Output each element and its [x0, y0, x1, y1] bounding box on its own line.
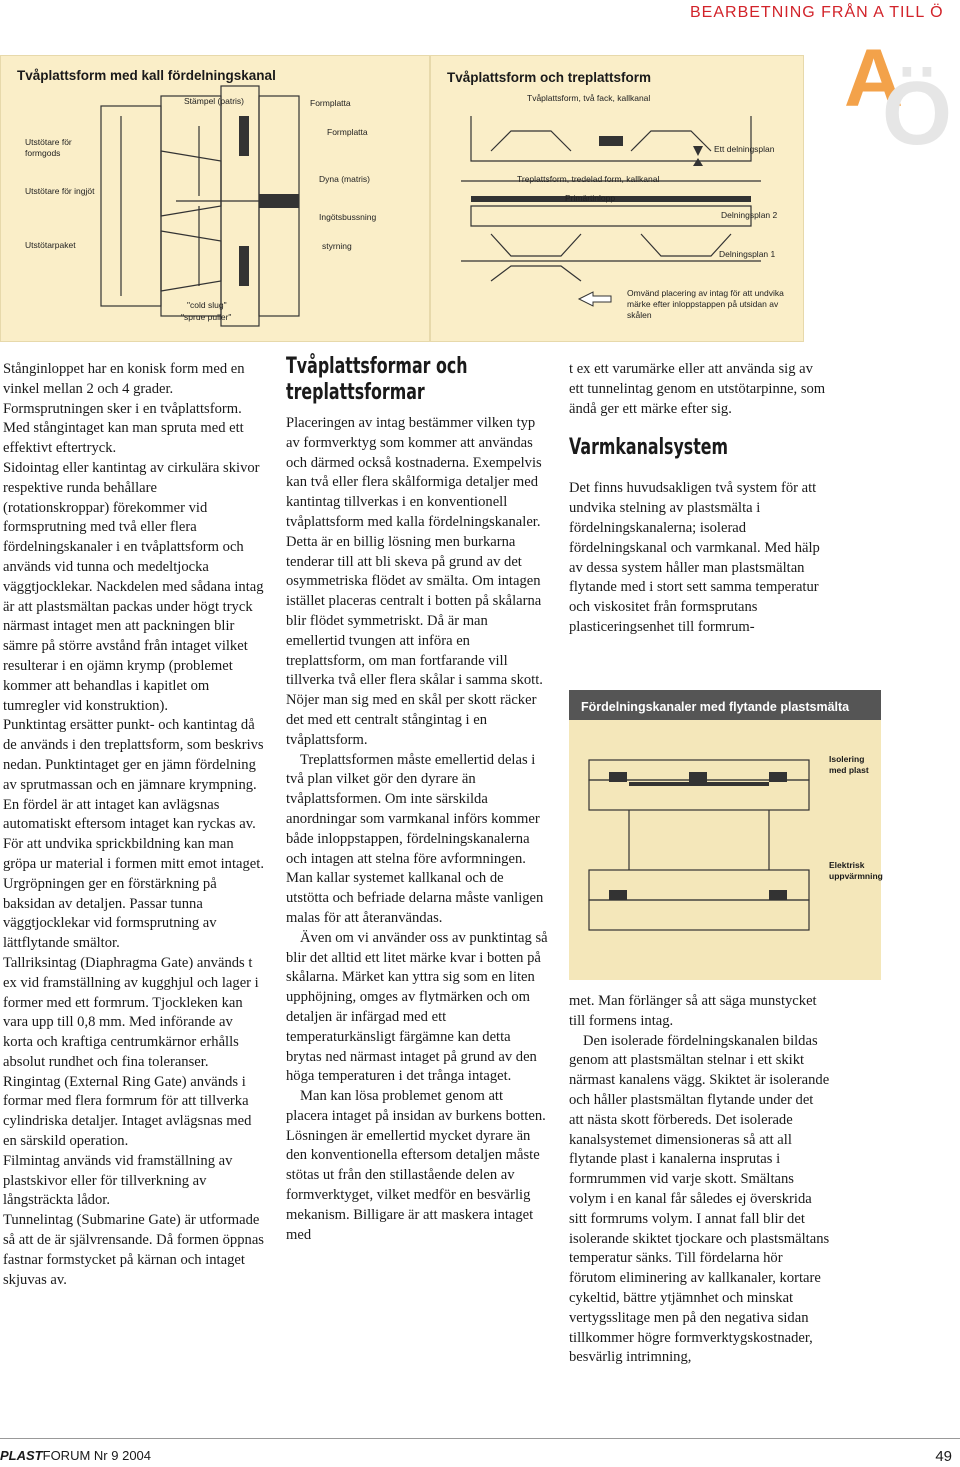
label-utstotare-formgods: Utstötare för formgods [25, 137, 72, 158]
ao-logo [842, 28, 960, 148]
label-ett-delningsplan: Ett delningsplan [714, 144, 775, 154]
label-omvand-placering: Omvänd placering av intag för att undvika märke efter inloppstappen på utsidan av skålen [627, 288, 784, 320]
svg-text:Ö: Ö [882, 64, 953, 148]
diagram-panel-right [430, 55, 804, 342]
panel-title: Tvåplattsform med kall fördelningskanal [17, 68, 276, 83]
label-delningsplan-2: Delningsplan 2 [721, 210, 778, 220]
label-ingotsbussning: Ingötsbussning [319, 212, 377, 222]
paragraph: Stånginloppet har en konisk form med en vinkel mellan 2 och 4 grader. Formsprutningen sker i en tvåplattsform. Med stångintaget kan man spruta med ett effektivt eftertryck. [3, 361, 245, 457]
label-primarinlopp: Primärtinlopp [565, 193, 616, 203]
diagram-panel-left [0, 55, 430, 342]
section-heading: Tvåplattsformar och treplattsformar [286, 354, 468, 405]
text-column-3 [569, 360, 831, 638]
label-formplatta-2: Formplatta [327, 127, 368, 137]
text-column-2 [286, 354, 548, 1245]
panel-title: Tvåplattsform och treplattsform [447, 70, 652, 85]
footer-publication: PLASTFORUM Nr 9 2004 [0, 1448, 152, 1463]
paragraph: Tallriksintag (Diaphragma Gate) används t ex vid framställning av kugghjul och lager i former med ett formrum. Tjockleken kan vara upp till 0,8 mm. Med införande av korta och kraftiga centrumkärnor erhålls absolut rundhet och fina toleranser. [3, 954, 259, 1070]
section-heading: Varmkanalsystem [569, 435, 729, 461]
label-isolering: Isolering med plast [829, 754, 869, 775]
paragraph: Sidointag eller kantintag av cirkulära skivor respektive runda behållare (rotationskroppar) förekommer vid formsprutning med två eller flera fördelningskanaler i en tvåplattsform och används vid tunna och medeltjocka väggtjocklekar. Nackdelen med sådana intag är att plastsmältan packas under högt tryck närmast intaget men att packningen blir sämre på större avstånd från intaget vilket resulterar i en ojämn krymp (problemet kommer att behandlas i kapitlet om tumregler vid konstruktion). [3, 459, 264, 714]
hot-runner-figure [569, 690, 881, 980]
text-column-3-continued [569, 992, 831, 1368]
paragraph: t ex ett varumärke eller att använda sig av ett tunnelintag genom en utstötarpinne, som ändå ger ett märke efter sig. [569, 361, 826, 417]
figure-title: Fördelningskanaler med flytande plastsmälta [581, 700, 850, 714]
paragraph: Tunnelintag (Submarine Gate) är utformade så att de är självrensande. Då formen öppnas fastnar formstycket på kärnan och intaget skjuvas av. [3, 1212, 264, 1288]
panel-subtitle: Tvåplattsform, två fack, kallkanal [527, 93, 651, 103]
paragraph: Urgröpningen ger en förstärkning på baksidan av detaljen. Passar tunna väggtjocklekar vid formsprutning av lättflytande smältor. [3, 875, 217, 952]
paragraph: Ringintag (External Ring Gate) används i formar med flera formrum för att tillverka cylindriska detaljer. Intaget avlägsnas med en särskild operation. [3, 1073, 252, 1150]
label-cold-slug: "cold slug" [187, 300, 227, 310]
label-formplatta-1: Formplatta [310, 98, 351, 108]
paragraph: Placeringen av intag bestämmer vilken typ av formverktyg som kommer att användas och därmed också kostnaderna. Exempelvis kan två eller flera skålformiga detaljer med kantintag tillverkas i en konventionell tvåplattsform med kalla fördelningskanaler. Detta är en billig lösning men burkarna tenderar till att bli skeva på grund av det osymmetriska flödet av smälta. Om intagen istället placeras centralt i botten på skålarna blir flödet symmetriskt. Då är man emellertid tvungen att införa en treplattsform, om man fortfarande vill tillverka två eller flera skålar i samma skott. Nöjer man sig med en skål per skott räcker det med ett centralt stångintag i en tvåplattsform. [286, 415, 543, 748]
section-header: BEARBETNING FRÅN A TILL Ö [690, 4, 944, 21]
label-sprue-puller: "sprue puller" [181, 312, 232, 322]
page-number: 49 [935, 1448, 952, 1465]
paragraph: met. Man förlänger så att säga munstycket till formens intag. [569, 993, 817, 1029]
label-elektrisk: Elektrisk uppvärmning [829, 860, 883, 881]
paragraph: Treplattsformen måste emellertid delas i två plan vilket gör den dyrare än tvåplattsformen. Om inte särskilda anordningar som varmkanal införs kommer både inloppstappen, fördelningskanalerna och intagen att stelna före avformningen. Man kallar systemet kallkanal och de utstötta och befriade delarna måste vanligen malas för att återanvändas. [286, 751, 544, 926]
paragraph: Även om vi använder oss av punktintag så blir det alltid ett litet märke kvar i botten på skålarna. Märket kan yttra sig som en liten upphöjning, omges av flytmärken och om detaljen är infärgad med ett temperaturkänsligt färgämne kan detta brytas ned närmast intaget på grund av den höga temperaturen i det trånga intaget. [286, 929, 548, 1085]
paragraph: Punktintag ersätter punkt- och kantintag då de används i den treplattsform, som beskrivs nedan. Punktintaget ger en jämn fördelning av sprutmassan och en jämnare krympning. En fördel är att intaget kan avlägsnas automatiskt eftersom intaget kan ryckas av. För att undvika sprickbildning kan man gröpa ur material i formen mitt emot intaget. [3, 717, 264, 872]
paragraph: Den isolerade fördelningskanalen bildas genom att plastsmältan stelnar i ett skikt närmast kanalens vägg. Skiktet är isolerande och håller plastsmältan flytande under det att nästa skott förbereds. Det isolerade kanalsystemet dimensioneras så att all flytande plast i kanalerna insprutas i formrummen vid varje skott. Smältans volym i en kanal får således ej överskrida sitt formrums volym. I annat fall blir det isolerande skiktet tjockare och plastsmältans temperatur sänks. Till fördelarna hör förutom eliminering av kallkanaler, kortare cykeltid, bättre ytjämnhet och minskat vertygsslitage men på den negativa sidan tillkommer högre formverktygskostnader, besvärlig intrimning, [569, 1032, 830, 1366]
label-utstotarpaket: Utstötarpaket [25, 240, 76, 250]
label-stampel: Stämpel (patris) [184, 96, 244, 106]
label-utstotare-ingjot: Utstötare för ingjöt [25, 186, 95, 196]
svg-text:A: A [844, 33, 904, 124]
label-dyna: Dyna (matris) [319, 174, 371, 184]
paragraph: Filmintag används vid framställning av plastskivor eller för tillverkning av långsträckta lådor. [3, 1152, 233, 1209]
footer-rule [0, 1438, 960, 1439]
paragraph: Man kan lösa problemet genom att placera intaget på insidan av burkens botten. Lösningen är emellertid mycket dyrare än den konventionella eftersom detaljen måste stötas ut från den stillastående delen av formverktyget, vilket medför en besvärlig mekanism. Billigare är att maskera intaget med [286, 1088, 546, 1243]
text-column-1 [3, 360, 265, 1290]
label-styrning: styrning [322, 241, 352, 251]
label-treplattsform: Treplattsform, tredelad form, kallkanal [517, 174, 660, 184]
label-delningsplan-1: Delningsplan 1 [719, 249, 776, 259]
paragraph: Det finns huvudsakligen två system för att undvika stelning av plastsmälta i fördelningskanalerna; isolerad fördelningskanal och varmkanal. Med hälp av dessa system håller man plastsmältan flytande med i stort sett samma temperatur och viskositet från formsprutans plasticeringsenhet till formrum- [569, 480, 820, 635]
